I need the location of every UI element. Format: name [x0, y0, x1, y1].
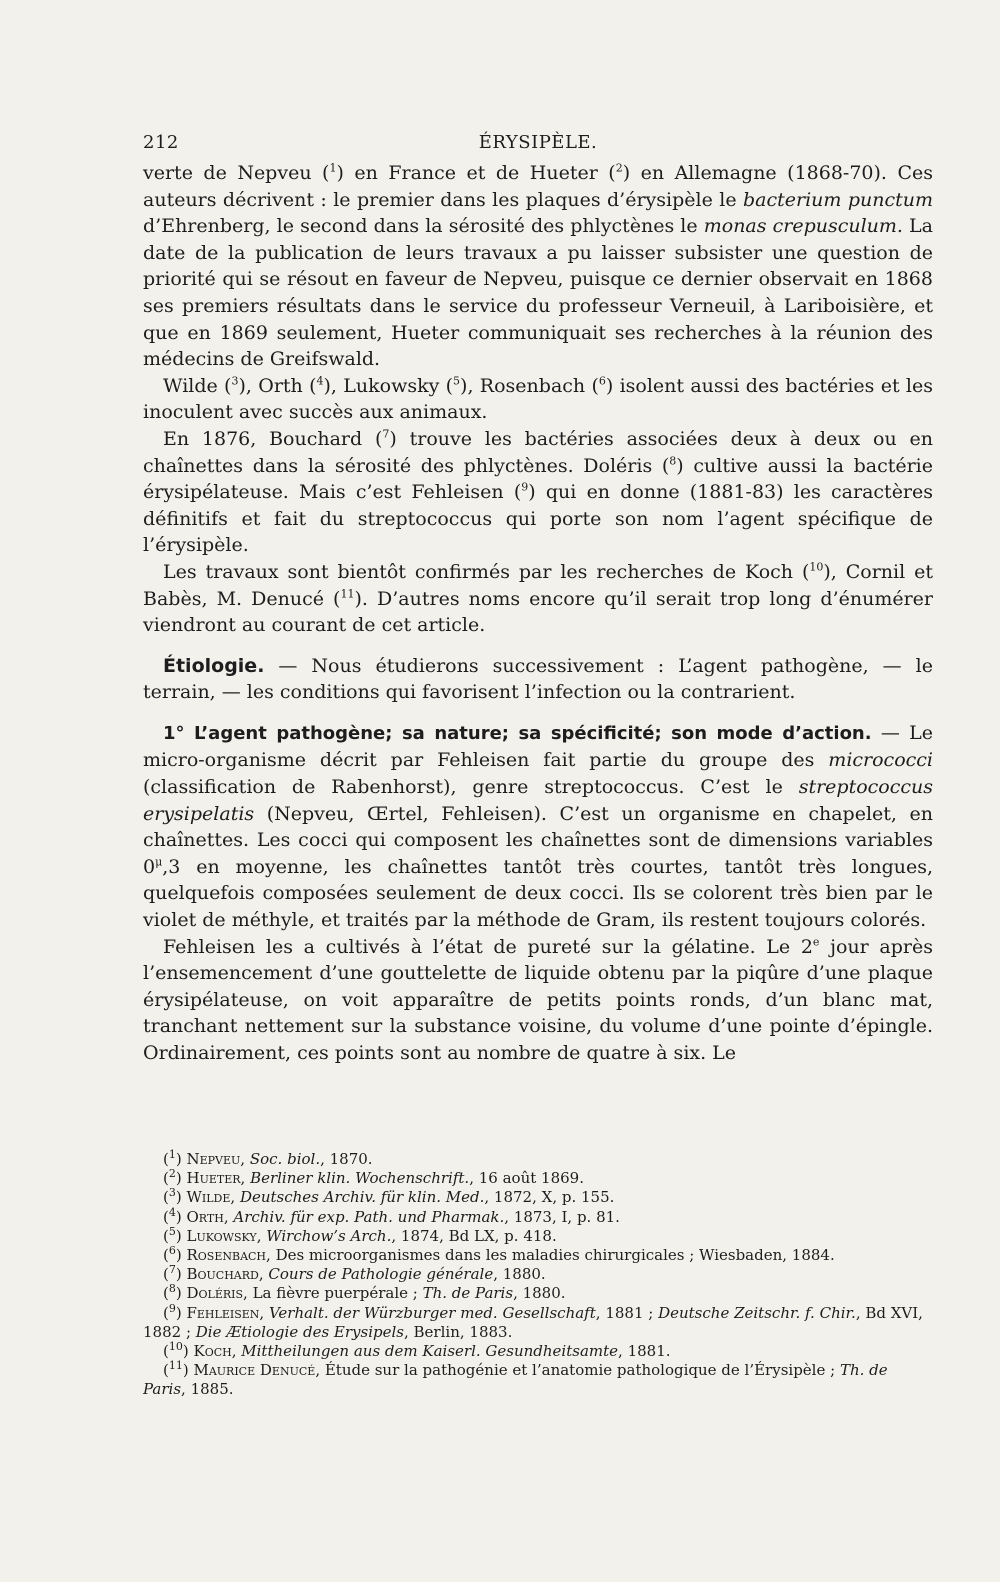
text-run: , — [240, 1150, 250, 1168]
agent-paragraph — [143, 720, 933, 934]
footnote — [143, 1361, 933, 1399]
text-run: , 1873, I, p. 81. — [504, 1207, 620, 1226]
footnote — [143, 1188, 933, 1207]
page-number: 212 — [143, 132, 179, 153]
footnote-number: 3 — [168, 1186, 176, 1200]
italic-text: Mittheilungen aus dem Kaiserl. Gesundheitsamte — [241, 1342, 619, 1361]
footnote-ref: 1 — [329, 161, 337, 175]
paragraph — [143, 160, 933, 373]
footnote-ref: e — [812, 935, 820, 949]
text-run: , 1880. — [493, 1265, 546, 1284]
footnote-number: 8 — [168, 1282, 176, 1296]
footnote-marker: ($^5$) — [163, 1224, 187, 1245]
footnote-ref: 9 — [521, 480, 529, 494]
author-name: Fehleisen — [186, 1303, 260, 1322]
footnote — [143, 1205, 933, 1227]
italic-text: bacterium punctum — [742, 188, 933, 211]
footnote-marker: ($^{10}$) — [163, 1340, 194, 1361]
footnote-number: 7 — [168, 1263, 176, 1277]
text-run: ), Cornil et Babès, M. Denucé ( — [143, 560, 933, 610]
text-run: , 1874, Bd LX, p. 418. — [391, 1226, 557, 1245]
text-run: (classification de Rabenhorst), genre streptococcus. C’est le — [143, 776, 799, 799]
main-text — [143, 160, 933, 1067]
text-run: Wilde ( — [163, 374, 232, 397]
paragraph — [143, 559, 933, 639]
italic-text: Soc. biol. — [249, 1150, 321, 1168]
text-run: jour après l’ensemencement d’une gouttelette de liquide obtenu par la piqûre d’une plaque érysipélateuse, on voit apparaître de petits points ronds, d’un blanc mat, tranchant nettement sur la substance voisine, du volume d’une pointe d’épingle. Ordinairement, ces points sont au nombre de quatre à six. Le — [143, 935, 934, 1064]
author-name: Orth — [186, 1207, 224, 1226]
text-run: , 16 août 1869. — [469, 1169, 584, 1188]
author-name: Wilde — [186, 1188, 231, 1207]
italic-text: streptococcus erysipelatis — [143, 776, 933, 825]
paragraph — [143, 426, 933, 559]
etiology-heading: Étiologie. — [163, 654, 265, 677]
text-run: , La fièvre puerpérale ; — [243, 1284, 423, 1303]
italic-text: micrococci — [828, 749, 933, 772]
footnote — [143, 1342, 933, 1361]
text-run: Les travaux sont bientôt confirmés par les recherches de Koch ( — [163, 560, 810, 583]
footnote-ref: 7 — [382, 427, 390, 441]
footnote-number: 5 — [168, 1224, 176, 1238]
footnote-ref: 11 — [340, 587, 355, 601]
italic-text: Wirchow’s Arch. — [266, 1226, 392, 1245]
intro-paragraphs — [143, 160, 933, 639]
text-run: ) cultive aussi la bactérie érysipélateuse. Mais c’est Fehleisen ( — [143, 454, 933, 504]
etiology-text: — Nous étudierons successivement : L’agent pathogène, — le terrain, — les conditions qui favorisent l’infection ou la contrarient. — [143, 654, 933, 704]
footnote-number: 10 — [168, 1340, 183, 1354]
text-run: En 1876, Bouchard ( — [163, 427, 383, 450]
agent-text — [143, 722, 933, 931]
text-run: , — [230, 1188, 240, 1207]
text-run: , Des microorganismes dans les maladies chirurgicales ; Wiesbaden, 1884. — [266, 1246, 835, 1265]
footnote-marker: ($^4$) — [163, 1205, 187, 1226]
author-name: Koch — [193, 1342, 232, 1361]
culture-paragraph — [143, 934, 933, 1067]
text-run: ), Orth ( — [238, 374, 317, 397]
text-run: ) trouve les bactéries associées deux à deux ou en chaînettes dans la sérosité des phlyctènes. Doléris ( — [143, 427, 933, 477]
text-run: ) en France et de Hueter ( — [336, 162, 616, 184]
text-run: ), Rosenbach ( — [460, 374, 599, 397]
text-run: (Nepveu, Œrtel, Fehleisen). C’est un organisme en chapelet, en chaînettes. Les cocci qui composent les chaînettes sont de dimensions variables 0 — [143, 802, 933, 878]
author-name: Rosenbach — [186, 1246, 267, 1265]
text-run: , 1870. — [320, 1150, 373, 1168]
italic-text: Th. de Paris — [422, 1284, 514, 1303]
footnote-ref: 2 — [615, 161, 623, 175]
footnote — [143, 1246, 933, 1265]
text-run: ), Lukowsky ( — [323, 374, 454, 397]
text-run: , Berlin, 1883. — [404, 1322, 513, 1341]
footnote-marker: ($^9$) — [163, 1301, 187, 1322]
footnote-ref: 3 — [231, 374, 239, 388]
text-run: , — [240, 1169, 251, 1188]
italic-text: Deutsche Zeitschr. f. Chir. — [658, 1303, 856, 1322]
footnote-number: 6 — [168, 1244, 176, 1258]
footnote — [143, 1224, 933, 1246]
footnote-marker: ($^1$) — [163, 1148, 187, 1168]
text-run: , — [258, 1265, 269, 1284]
italic-text: Deutsches Archiv. für klin. Med. — [239, 1188, 485, 1207]
footnote — [143, 1169, 933, 1188]
italic-text: monas crepusculum. — [703, 215, 903, 238]
author-name: Maurice Denucé — [193, 1361, 316, 1380]
author-name: Lukowsky — [186, 1226, 257, 1245]
footnote-ref: 5 — [453, 374, 461, 388]
text-run: , — [231, 1342, 242, 1361]
footnote — [143, 1301, 933, 1342]
text-run: La date de la publication de leurs travaux a pu laisser subsister une question de priorité qui se résout en faveur de Nepveu, puisque ce dernier observait en 1868 ses premiers résultats dans le service du professeur Verneuil, à Lariboisière, et que en 1869 seulement, Hueter communiquait ses recherches à la réunion des médecins de Greifswald. — [143, 215, 934, 371]
footnote-marker: ($^7$) — [163, 1263, 187, 1284]
footnote-marker: ($^3$) — [163, 1186, 187, 1207]
footnote-ref: 4 — [316, 374, 324, 388]
text-run: , — [256, 1226, 267, 1245]
text-run: , 1885. — [181, 1380, 234, 1399]
footnote-ref: 8 — [669, 454, 677, 468]
footnote — [143, 1284, 933, 1303]
text-run: , — [259, 1303, 269, 1322]
etiology-paragraph — [143, 653, 933, 706]
italic-text: Verhalt. der Würzburger med. Gesellschaft — [268, 1303, 596, 1322]
text-run: d’Ehrenberg, le second dans la sérosité des phlyctènes le — [143, 215, 704, 238]
text-run: , Étude sur la pathogénie et l’anatomie pathologique de l’Érysipèle ; — [315, 1361, 840, 1380]
italic-text: Berliner klin. Wochenschrift. — [250, 1169, 470, 1188]
text-run: , 1881 ; — [595, 1303, 659, 1322]
page-header — [143, 128, 933, 158]
footnote — [143, 1150, 933, 1169]
footnotes — [143, 1150, 933, 1400]
author-name: Doléris — [186, 1284, 244, 1303]
footnote-marker: ($^6$) — [163, 1244, 187, 1265]
italic-text: Die Ætiologie des Erysipels — [195, 1322, 404, 1341]
text-run: ,3 en moyenne, les chaînettes tantôt très courtes, tantôt très longues, quelquefois composées seulement de deux cocci. Ils se colorent très bien par le violet de méthyle, et traités par la méthode de Gram, ils restent toujours colorés. — [143, 855, 933, 932]
footnote-number: 4 — [168, 1205, 176, 1219]
text-run: , 1881. — [618, 1342, 671, 1361]
footnote-number: 2 — [168, 1167, 176, 1181]
footnote-number: 1 — [168, 1148, 176, 1161]
author-name: Bouchard — [186, 1265, 259, 1284]
author-name: Hueter — [186, 1169, 241, 1188]
footnote-ref: 10 — [809, 560, 824, 574]
text-run: — Le micro-organisme décrit par Fehleisen fait partie du groupe des — [143, 721, 933, 772]
italic-text: Th. de Paris — [143, 1361, 888, 1399]
footnote-marker: ($^{11}$) — [163, 1359, 194, 1380]
text-run: ) qui en donne (1881-83) les caractères définitifs et fait du streptococcus qui porte son nom l’agent spécifique de l’érysipèle. — [143, 481, 934, 557]
text-run: ) en Allemagne (1868-70). Ces auteurs décrivent : le premier dans les plaques d’érysipèle le — [143, 162, 933, 211]
text-run: , 1880. — [513, 1284, 566, 1303]
paragraph — [143, 373, 933, 426]
text-run: ). D’autres noms encore qu’il serait trop long d’énumérer viendront au courant de cet article. — [143, 587, 933, 637]
text-run: , — [223, 1207, 234, 1226]
agent-heading: 1° L’agent pathogène; sa nature; sa spécificité; son mode d’action. — [163, 722, 872, 744]
footnote-marker: ($^8$) — [163, 1282, 187, 1303]
footnote-number: 9 — [168, 1301, 176, 1315]
footnote-marker: ($^2$) — [163, 1167, 187, 1188]
footnote — [143, 1265, 933, 1284]
footnote-ref: μ — [155, 855, 163, 869]
text-run: , 1872, X, p. 155. — [484, 1188, 615, 1207]
footnote-ref: 6 — [598, 374, 606, 388]
running-title: ÉRYSIPÈLE. — [478, 132, 598, 153]
italic-text: Cours de Pathologie générale — [268, 1265, 494, 1284]
text-run: ) isolent aussi des bactéries et les inoculent avec succès aux animaux. — [143, 374, 933, 424]
author-name: Nepveu — [186, 1150, 241, 1168]
italic-text: Archiv. für exp. Path. und Pharmak. — [233, 1207, 505, 1226]
text-run: , Bd XVI, 1882 ; — [143, 1303, 923, 1341]
footnote-number: 11 — [168, 1359, 183, 1373]
text-run: verte de Nepveu ( — [143, 162, 330, 184]
text-run: Fehleisen les a cultivés à l’état de pureté sur la gélatine. Le 2 — [163, 935, 813, 958]
